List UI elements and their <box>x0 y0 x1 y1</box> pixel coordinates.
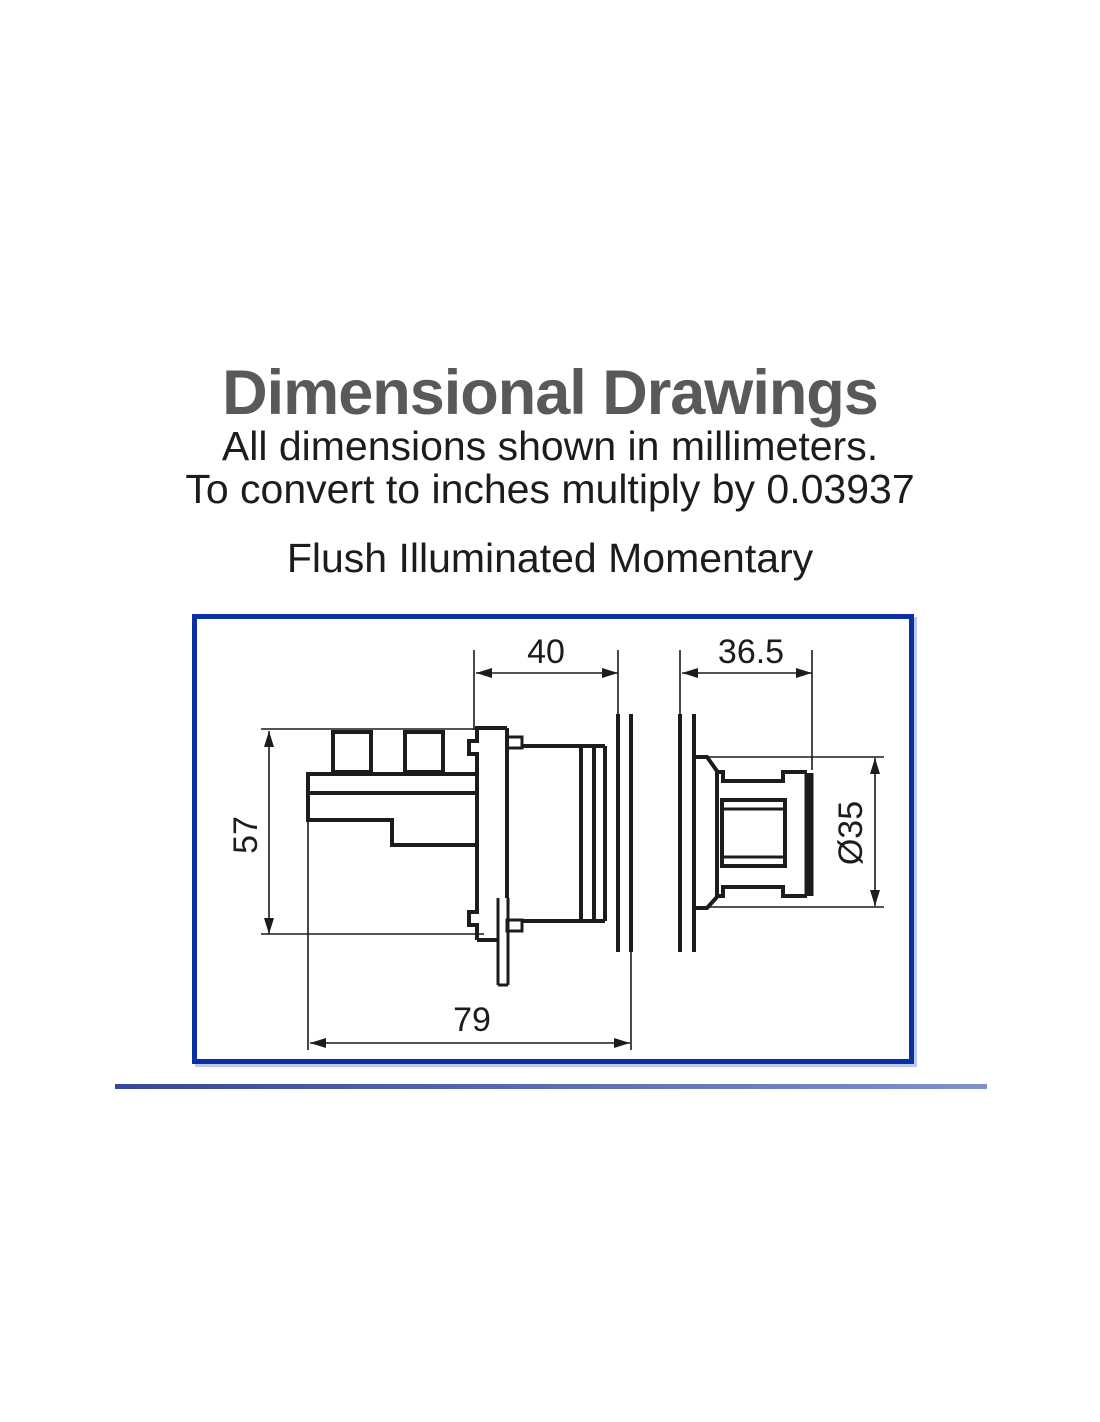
dim-label-36-5: 36.5 <box>717 633 785 671</box>
page-title: Dimensional Drawings <box>222 358 878 428</box>
subtitle-line-1: All dimensions shown in millimeters. <box>221 423 879 469</box>
subtitle-line-2: To convert to inches multiply by 0.03937 <box>185 466 915 512</box>
dim-label-40: 40 <box>527 633 565 671</box>
dim-label-79: 79 <box>453 1001 491 1039</box>
bottom-rule <box>115 1084 987 1089</box>
drawing-box <box>192 614 914 1064</box>
dim-label-dia35: Ø35 <box>832 800 870 866</box>
dim-label-57: 57 <box>227 816 265 854</box>
section-heading: Flush Illuminated Momentary <box>286 535 814 581</box>
